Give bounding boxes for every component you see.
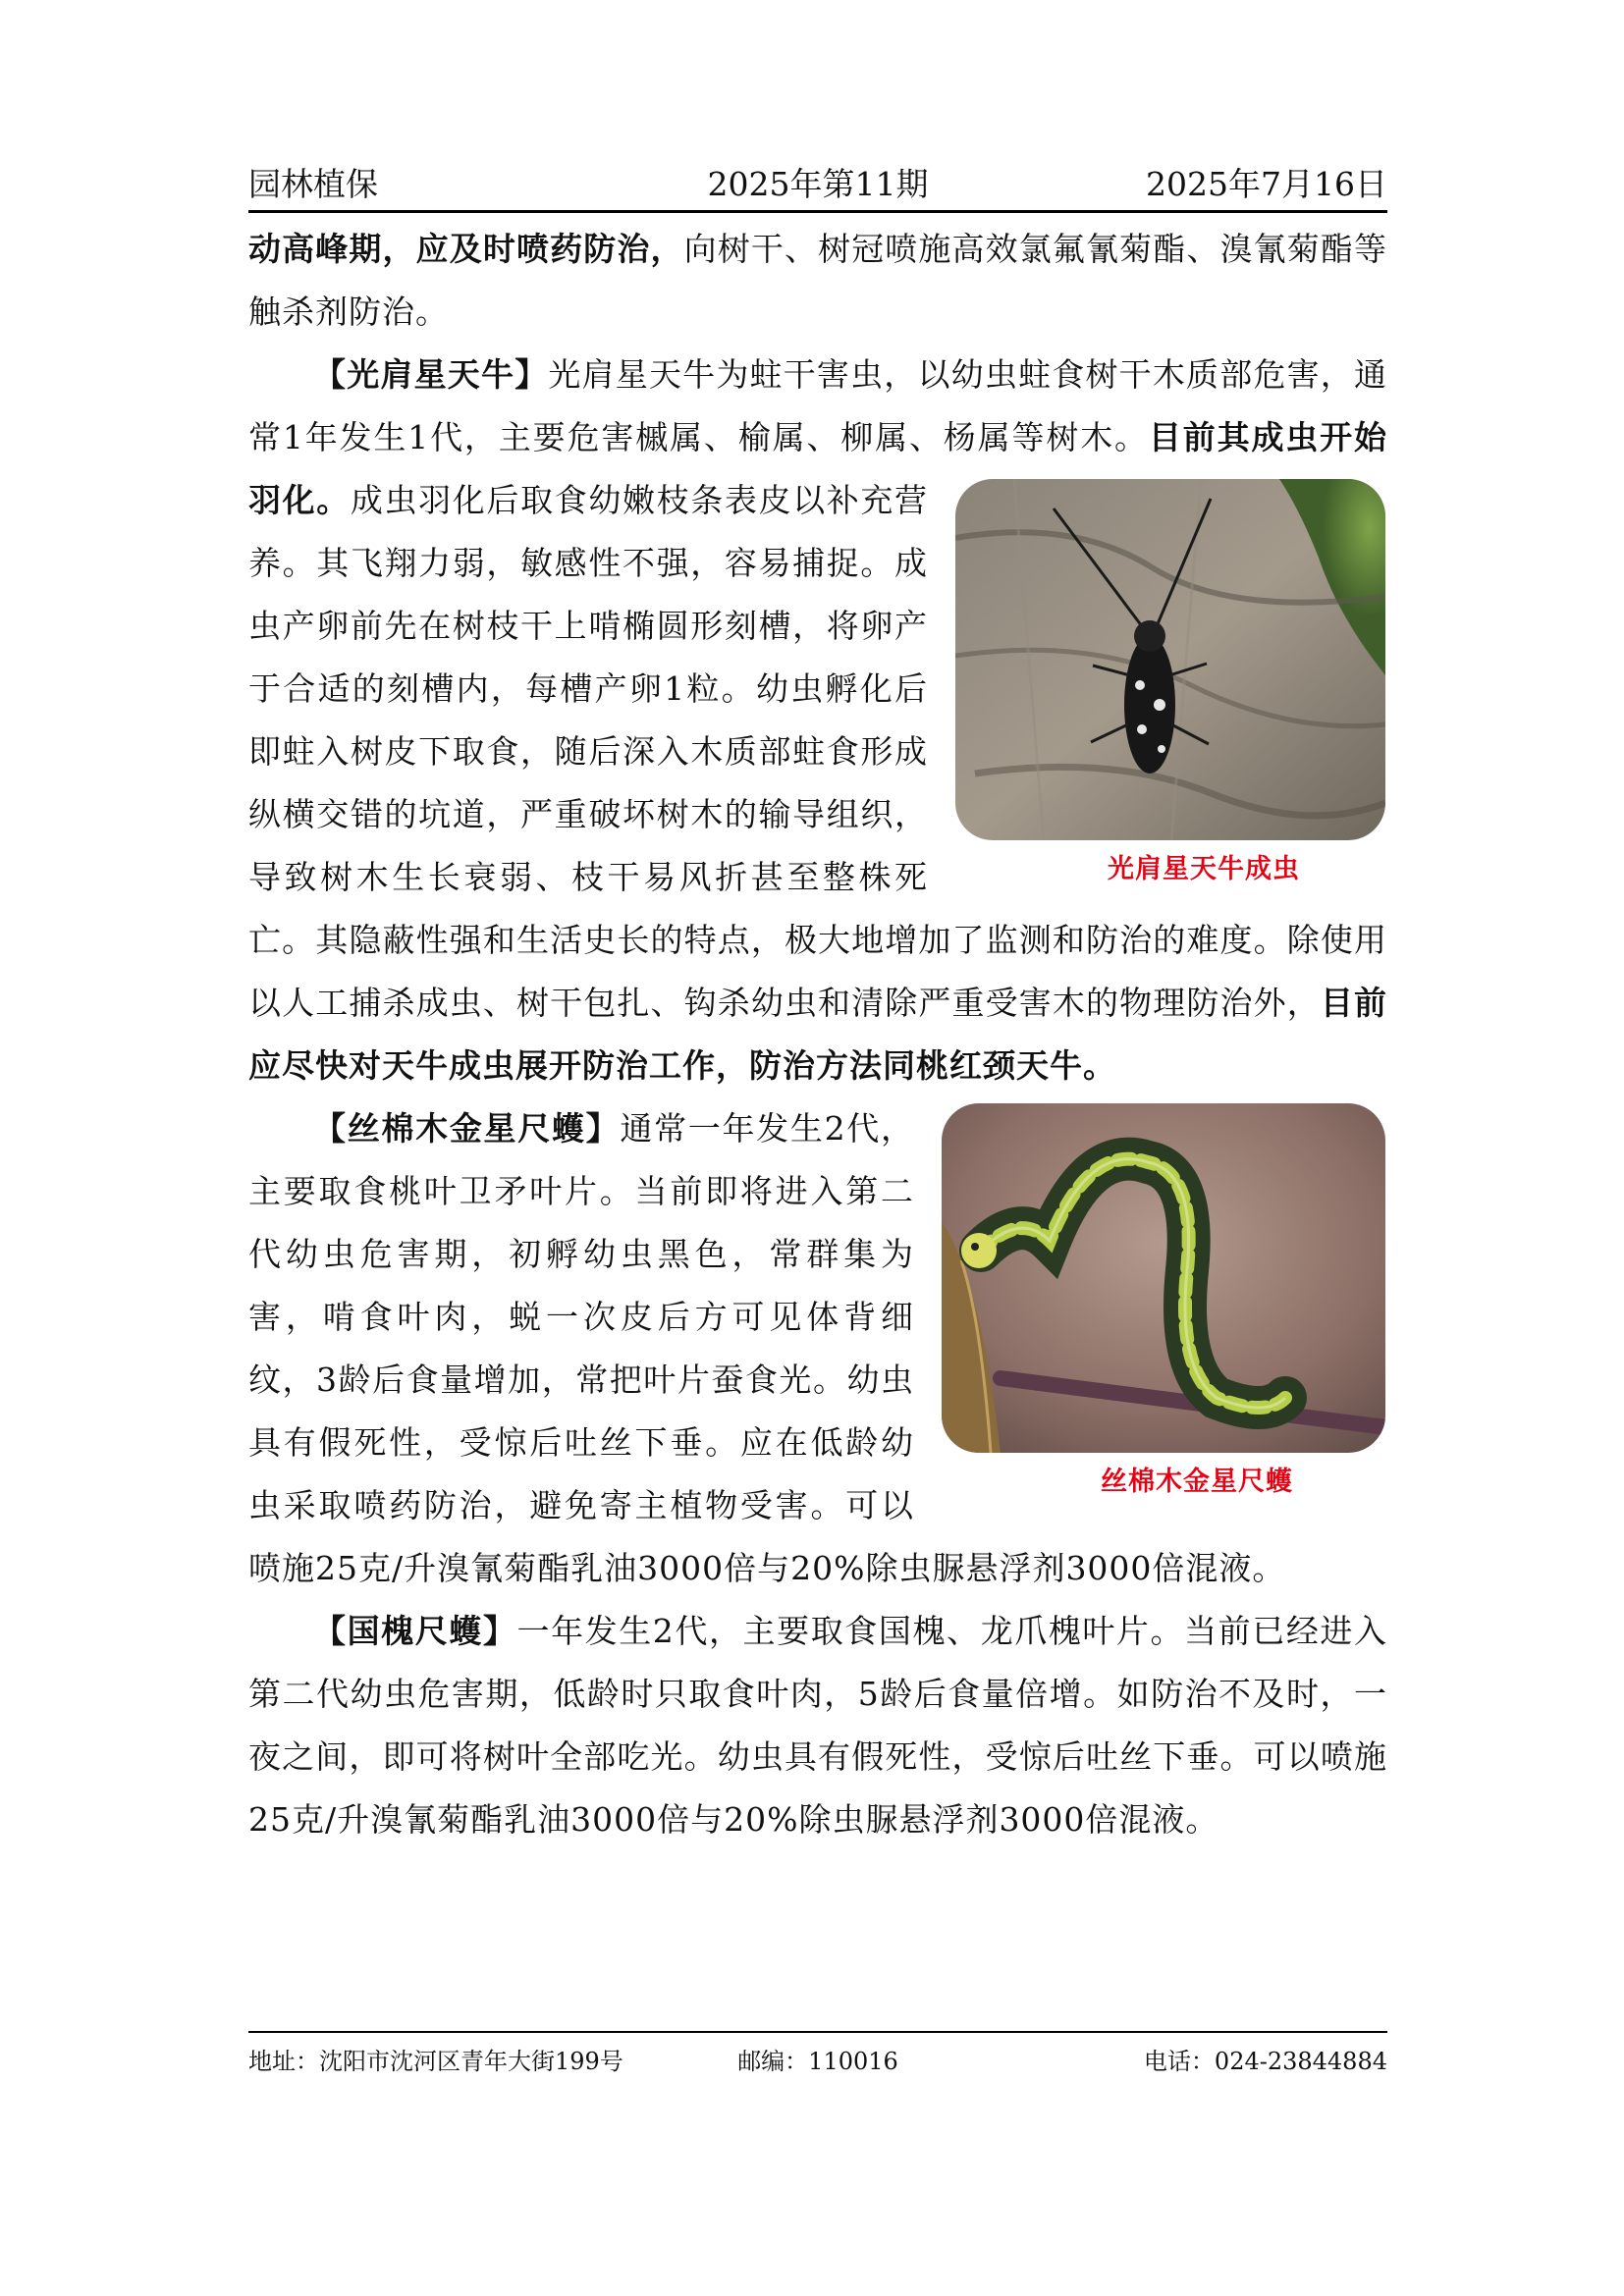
section-longhorn-beetle xyxy=(248,344,1387,1097)
section-bold-note: 目前其成虫开始羽化。 xyxy=(248,418,1387,519)
header-publication: 园林植保 xyxy=(248,165,378,203)
intro-paragraph xyxy=(248,218,1387,344)
footer-postcode: 邮编：110016 xyxy=(737,2048,898,2075)
figure-longhorn-beetle xyxy=(955,479,1387,889)
page-header xyxy=(248,159,1387,213)
article-body xyxy=(248,218,1387,1851)
page-footer xyxy=(248,2044,1387,2083)
figure-geometrid-caterpillar xyxy=(942,1103,1387,1502)
intro-bold: 动高峰期，应及时喷药防治， xyxy=(248,230,684,268)
header-issue: 2025年第11期 xyxy=(707,165,929,203)
figure-caption: 丝棉木金星尺蠖 xyxy=(1101,1467,1293,1497)
section-title-pagoda-looper: 【国槐尺蠖】 xyxy=(313,1612,517,1650)
section-text: 通常一年发生2代，主要取食桃叶卫矛叶片。当前即将进入第二代幼虫危害期，初孵幼虫黑色，常群集为害，啃食叶肉，蜕一次皮后方可见体背细纹，3龄后食量增加，常把叶片蚕食光。幼虫具有假死性，受惊后吐丝下垂。应在低龄幼虫采取喷药防治，避免寄主植物受害。可以喷施25克/升溴氰菊酯乳油3000倍与20%除虫脲悬浮剂3000倍混液。 xyxy=(248,1109,1286,1587)
section-pagoda-looper xyxy=(248,1600,1387,1851)
section-text: 一年发生2代，主要取食国槐、龙爪槐叶片。当前已经进入第二代幼虫危害期，低龄时只取食叶肉，5龄后食量倍增。如防治不及时，一夜之间，即可将树叶全部吃光。幼虫具有假死性，受惊后吐丝下垂。可以喷施25克/升溴氰菊酯乳油3000倍与20%除虫脲悬浮剂3000倍混液。 xyxy=(248,1612,1387,1839)
section-title-geometrid-moth: 【丝棉木金星尺蠖】 xyxy=(313,1109,621,1148)
figure-caption: 光肩星天牛成虫 xyxy=(1108,854,1300,884)
header-date: 2025年7月16日 xyxy=(1146,165,1387,203)
footer-phone: 电话：024-23844884 xyxy=(1143,2048,1387,2075)
section-bold-advice: 目前应尽快对天牛成虫展开防治工作，防治方法同桃红颈天牛。 xyxy=(248,984,1388,1085)
section-text: 成虫羽化后取食幼嫩枝条表皮以补充营养。其飞翔力弱，敏感性不强，容易捕捉。成虫产卵前先在树枝干上啃椭圆形刻槽，将卵产于合适的刻槽内，每槽产卵1粒。幼虫孵化后即蛀入树皮下取食，随后深入木质部蛀食形成纵横交错的坑道，严重破坏树木的输导组织，导致树木生长衰弱、枝干易风折甚至整株死亡。其隐蔽性强和生活史长的特点，极大地增加了监测和防治的难度。除使用以人工捕杀成虫、树干包扎、钩杀幼虫和清除严重受害木的物理防治外， xyxy=(248,481,1387,1022)
section-text: 光肩星天牛为蛀干害虫，以幼虫蛀食树干木质部危害，通常1年发生1代，主要危害槭属、榆属、柳属、杨属等树木。 xyxy=(248,355,1388,456)
caterpillar-photo xyxy=(942,1103,1385,1453)
section-title-longhorn-beetle: 【光肩星天牛】 xyxy=(313,355,549,394)
intro-text: 向树干、树冠喷施高效氯氟氰菊酯、溴氰菊酯等触杀剂防治。 xyxy=(248,230,1388,331)
longhorn-beetle-photo xyxy=(955,479,1385,840)
footer-address: 地址：沈阳市沈河区青年大街199号 xyxy=(248,2048,623,2075)
footer-divider xyxy=(248,2031,1387,2033)
section-geometrid-moth xyxy=(248,1097,1387,1600)
